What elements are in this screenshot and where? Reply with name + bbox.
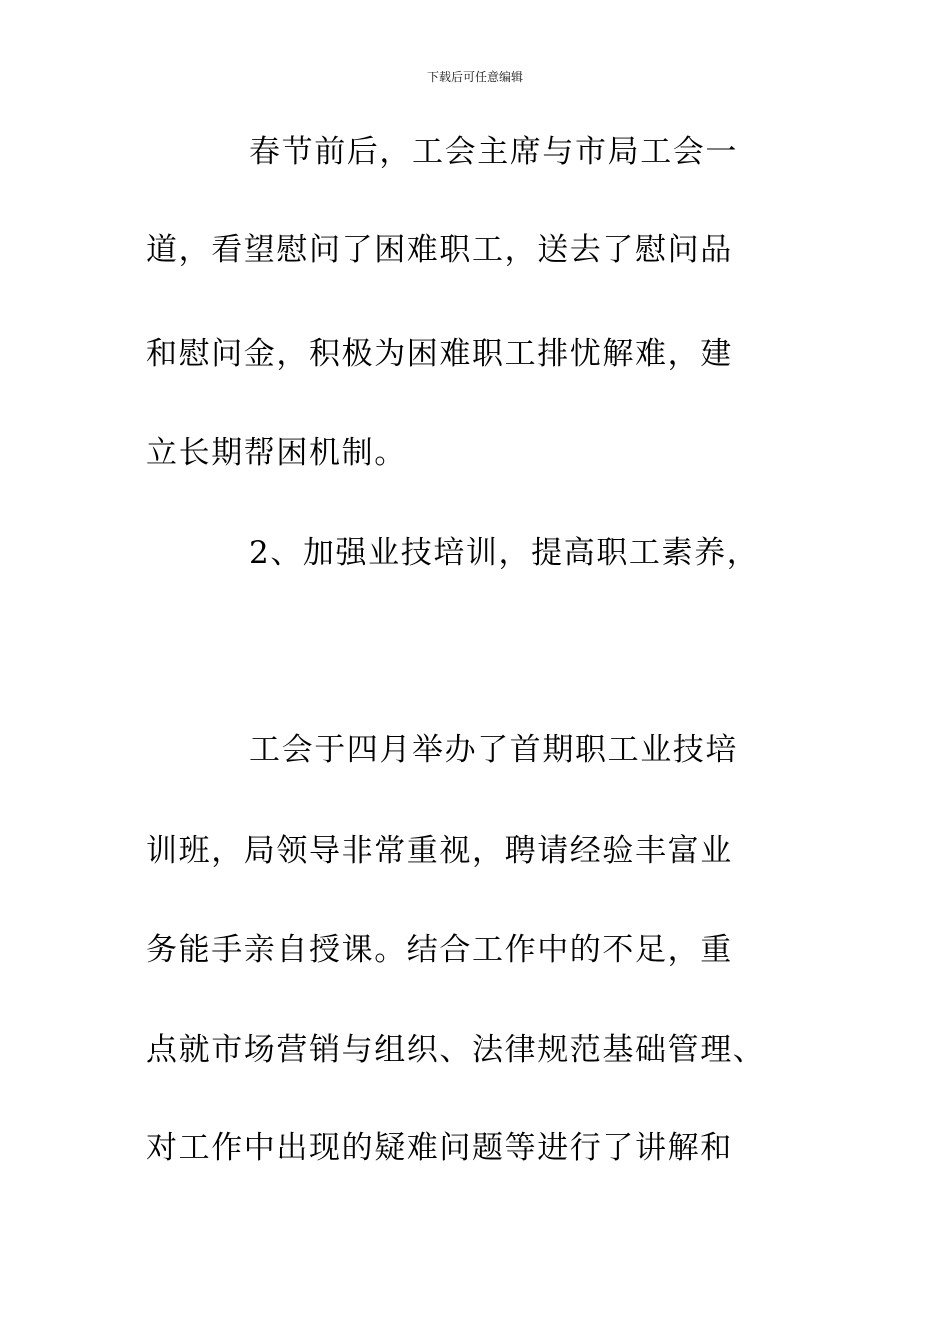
header-note: 下载后可任意编辑 xyxy=(426,70,523,84)
text-line-10: 对工作中出现的疑难问题等进行了讲解和 xyxy=(146,1130,733,1166)
text-line-8: 务能手亲自授课。结合工作中的不足，重 xyxy=(146,932,733,968)
text-line-1: 春节前后，工会主席与市局工会一 xyxy=(249,134,738,170)
section-heading: 2、加强业技培训，提高职工素养， xyxy=(249,535,760,571)
text-line-4: 立长期帮困机制。 xyxy=(146,435,407,471)
text-line-9: 点就市场营销与组织、法律规范基础管理、 xyxy=(146,1032,766,1068)
text-line-2: 道，看望慰问了困难职工，送去了慰问品 xyxy=(146,232,733,268)
text-line-3: 和慰问金，积极为困难职工排忧解难，建 xyxy=(146,336,733,372)
text-line-7: 训班，局领导非常重视，聘请经验丰富业 xyxy=(146,833,733,869)
text-line-6: 工会于四月举办了首期职工业技培 xyxy=(249,732,738,768)
